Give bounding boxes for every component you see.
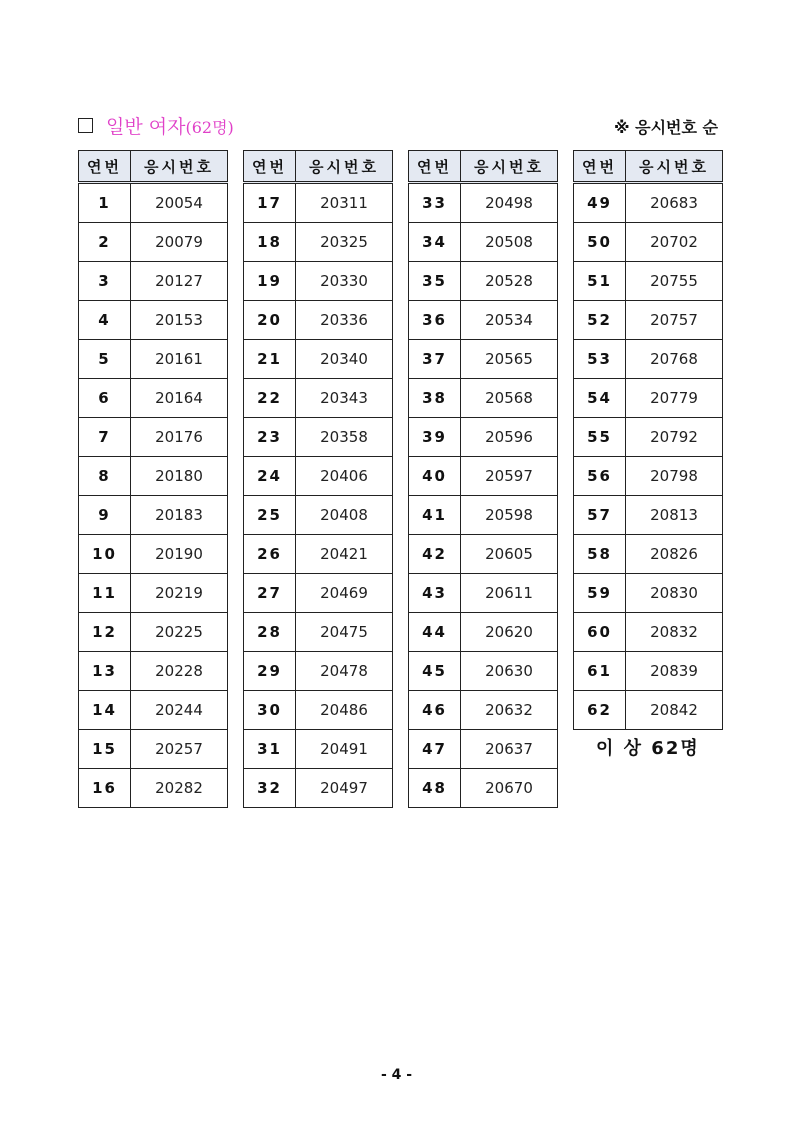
row-number: 20565 (461, 340, 558, 379)
row-number: 20683 (626, 183, 723, 223)
row-number: 20832 (626, 613, 723, 652)
row-number: 20497 (296, 769, 393, 808)
row-seq: 13 (79, 652, 131, 691)
row-seq: 17 (244, 183, 296, 223)
table-row (79, 223, 228, 262)
row-number: 20311 (296, 183, 393, 223)
table-row (244, 496, 393, 535)
roster-table-4 (573, 150, 723, 730)
checkbox-icon (78, 118, 93, 133)
row-number: 20153 (131, 301, 228, 340)
row-seq: 24 (244, 457, 296, 496)
table-row (244, 613, 393, 652)
row-seq: 1 (79, 183, 131, 223)
row-number: 20598 (461, 496, 558, 535)
row-seq: 42 (409, 535, 461, 574)
row-number: 20330 (296, 262, 393, 301)
row-number: 20225 (131, 613, 228, 652)
row-seq: 22 (244, 379, 296, 418)
row-seq: 19 (244, 262, 296, 301)
table-row (244, 457, 393, 496)
table-row (409, 652, 558, 691)
row-seq: 58 (574, 535, 626, 574)
row-seq: 35 (409, 262, 461, 301)
header-number: 응시번호 (131, 151, 228, 183)
row-seq: 57 (574, 496, 626, 535)
row-number: 20755 (626, 262, 723, 301)
row-seq: 28 (244, 613, 296, 652)
row-seq: 27 (244, 574, 296, 613)
table-row (244, 340, 393, 379)
table-row (409, 730, 558, 769)
table-row (244, 301, 393, 340)
table-row (409, 691, 558, 730)
table-row (79, 769, 228, 808)
table-row (574, 574, 723, 613)
row-seq: 33 (409, 183, 461, 223)
row-seq: 2 (79, 223, 131, 262)
row-seq: 31 (244, 730, 296, 769)
title-count: (62명) (185, 118, 234, 137)
row-seq: 18 (244, 223, 296, 262)
row-seq: 30 (244, 691, 296, 730)
table-row (244, 183, 393, 223)
row-number: 20630 (461, 652, 558, 691)
row-number: 20161 (131, 340, 228, 379)
table-row (409, 535, 558, 574)
row-number: 20568 (461, 379, 558, 418)
row-number: 20830 (626, 574, 723, 613)
row-seq: 39 (409, 418, 461, 457)
row-number: 20839 (626, 652, 723, 691)
row-seq: 14 (79, 691, 131, 730)
row-number: 20176 (131, 418, 228, 457)
table-row (574, 535, 723, 574)
row-seq: 48 (409, 769, 461, 808)
table-row (574, 652, 723, 691)
table-row (574, 418, 723, 457)
table-row (409, 379, 558, 418)
row-seq: 8 (79, 457, 131, 496)
row-seq: 43 (409, 574, 461, 613)
row-number: 20792 (626, 418, 723, 457)
row-seq: 37 (409, 340, 461, 379)
table-row (244, 418, 393, 457)
row-seq: 23 (244, 418, 296, 457)
table-row (79, 730, 228, 769)
row-number: 20757 (626, 301, 723, 340)
table-row (409, 183, 558, 223)
row-seq: 10 (79, 535, 131, 574)
table-row (79, 379, 228, 418)
row-number: 20670 (461, 769, 558, 808)
row-seq: 53 (574, 340, 626, 379)
row-seq: 38 (409, 379, 461, 418)
row-number: 20768 (626, 340, 723, 379)
table-row (574, 183, 723, 223)
table-row (409, 457, 558, 496)
row-number: 20528 (461, 262, 558, 301)
row-seq: 61 (574, 652, 626, 691)
total-count: 이 상 62명 (596, 738, 700, 759)
row-seq: 3 (79, 262, 131, 301)
table-row (409, 613, 558, 652)
table-row (409, 223, 558, 262)
table-row (574, 496, 723, 535)
row-number: 20597 (461, 457, 558, 496)
table-row (574, 340, 723, 379)
row-number: 20508 (461, 223, 558, 262)
row-seq: 50 (574, 223, 626, 262)
row-number: 20637 (461, 730, 558, 769)
row-seq: 40 (409, 457, 461, 496)
row-number: 20596 (461, 418, 558, 457)
table-row (79, 535, 228, 574)
row-number: 20421 (296, 535, 393, 574)
header-number: 응시번호 (461, 151, 558, 183)
header-number: 응시번호 (296, 151, 393, 183)
table-row (574, 223, 723, 262)
roster-table-2 (243, 150, 393, 808)
table-row (409, 496, 558, 535)
header-seq: 연번 (574, 151, 626, 183)
row-seq: 41 (409, 496, 461, 535)
table-row (244, 262, 393, 301)
row-seq: 32 (244, 769, 296, 808)
row-number: 20534 (461, 301, 558, 340)
row-number: 20779 (626, 379, 723, 418)
table-row (79, 262, 228, 301)
table-row (79, 691, 228, 730)
row-number: 20478 (296, 652, 393, 691)
row-number: 20127 (131, 262, 228, 301)
row-seq: 25 (244, 496, 296, 535)
row-seq: 20 (244, 301, 296, 340)
row-number: 20336 (296, 301, 393, 340)
row-number: 20244 (131, 691, 228, 730)
row-seq: 26 (244, 535, 296, 574)
row-seq: 44 (409, 613, 461, 652)
sort-note: ※ 응시번호 순 (614, 118, 718, 137)
header-seq: 연번 (409, 151, 461, 183)
row-seq: 36 (409, 301, 461, 340)
row-number: 20164 (131, 379, 228, 418)
header-seq: 연번 (244, 151, 296, 183)
row-seq: 12 (79, 613, 131, 652)
row-seq: 11 (79, 574, 131, 613)
row-seq: 55 (574, 418, 626, 457)
row-seq: 5 (79, 340, 131, 379)
roster-table-3 (408, 150, 558, 808)
table-row (574, 379, 723, 418)
row-number: 20257 (131, 730, 228, 769)
row-number: 20190 (131, 535, 228, 574)
section-header (78, 112, 718, 140)
row-number: 20282 (131, 769, 228, 808)
row-number: 20408 (296, 496, 393, 535)
row-number: 20605 (461, 535, 558, 574)
header-number: 응시번호 (626, 151, 723, 183)
row-number: 20469 (296, 574, 393, 613)
table-row (244, 535, 393, 574)
row-number: 20611 (461, 574, 558, 613)
row-seq: 15 (79, 730, 131, 769)
table-row (244, 730, 393, 769)
table-row (244, 652, 393, 691)
table-row (79, 574, 228, 613)
table-row (79, 613, 228, 652)
row-seq: 29 (244, 652, 296, 691)
row-number: 20842 (626, 691, 723, 730)
table-row (79, 652, 228, 691)
table-row (244, 223, 393, 262)
table-row (574, 301, 723, 340)
table-row (574, 691, 723, 730)
table-row (244, 574, 393, 613)
row-seq: 54 (574, 379, 626, 418)
row-number: 20054 (131, 183, 228, 223)
table-row (574, 457, 723, 496)
row-seq: 51 (574, 262, 626, 301)
table-row (79, 418, 228, 457)
row-seq: 34 (409, 223, 461, 262)
row-number: 20498 (461, 183, 558, 223)
row-number: 20183 (131, 496, 228, 535)
row-seq: 4 (79, 301, 131, 340)
table-row (244, 691, 393, 730)
table-row (79, 183, 228, 223)
table-row (574, 613, 723, 652)
row-number: 20325 (296, 223, 393, 262)
row-seq: 16 (79, 769, 131, 808)
table-row (79, 496, 228, 535)
table-row (244, 379, 393, 418)
row-seq: 49 (574, 183, 626, 223)
section-title: 일반 여자(62명) (106, 116, 234, 138)
row-seq: 9 (79, 496, 131, 535)
table-row (79, 301, 228, 340)
row-number: 20491 (296, 730, 393, 769)
row-seq: 7 (79, 418, 131, 457)
row-seq: 46 (409, 691, 461, 730)
row-number: 20358 (296, 418, 393, 457)
header-seq: 연번 (79, 151, 131, 183)
row-seq: 62 (574, 691, 626, 730)
table-row (574, 262, 723, 301)
row-seq: 45 (409, 652, 461, 691)
row-number: 20702 (626, 223, 723, 262)
table-row (409, 340, 558, 379)
row-number: 20486 (296, 691, 393, 730)
table-row (409, 301, 558, 340)
table-row (79, 457, 228, 496)
row-number: 20406 (296, 457, 393, 496)
row-number: 20079 (131, 223, 228, 262)
row-number: 20798 (626, 457, 723, 496)
row-number: 20340 (296, 340, 393, 379)
row-number: 20180 (131, 457, 228, 496)
row-number: 20813 (626, 496, 723, 535)
row-number: 20343 (296, 379, 393, 418)
table-row (409, 574, 558, 613)
page-number: - 4 - (380, 1067, 413, 1083)
table-row (409, 769, 558, 808)
row-seq: 60 (574, 613, 626, 652)
roster-table-1 (78, 150, 228, 808)
row-number: 20632 (461, 691, 558, 730)
row-seq: 6 (79, 379, 131, 418)
row-number: 20219 (131, 574, 228, 613)
table-row (409, 262, 558, 301)
row-number: 20620 (461, 613, 558, 652)
row-seq: 52 (574, 301, 626, 340)
row-seq: 59 (574, 574, 626, 613)
row-number: 20228 (131, 652, 228, 691)
row-seq: 56 (574, 457, 626, 496)
row-number: 20826 (626, 535, 723, 574)
table-row (79, 340, 228, 379)
row-number: 20475 (296, 613, 393, 652)
row-seq: 47 (409, 730, 461, 769)
table-row (409, 418, 558, 457)
table-row (244, 769, 393, 808)
row-seq: 21 (244, 340, 296, 379)
